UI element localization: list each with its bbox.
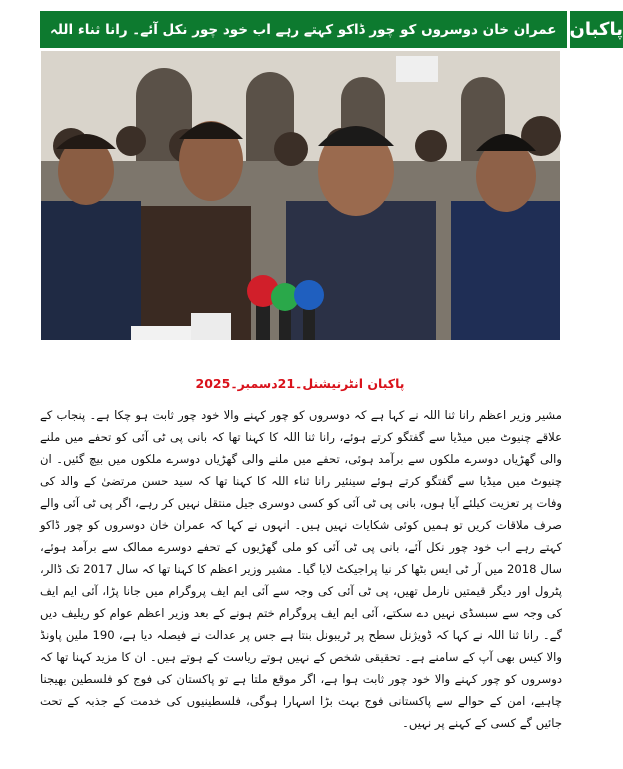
article-body [40, 404, 562, 734]
news-header [40, 11, 623, 48]
brand-name: پاکبان [569, 19, 623, 40]
dateline: پاکبان انٹرنیشنل۔21دسمبر۔2025 [195, 376, 405, 391]
mic-logo-white [191, 313, 231, 340]
press-conference-photo [41, 51, 560, 340]
headline-bar [40, 11, 567, 48]
brand-badge [570, 11, 623, 48]
air-conditioner-icon [396, 56, 438, 82]
article-paragraph: مشیر وزیر اعظم رانا ثنا اللہ نے کہا ہے کہ دوسروں کو چور کہنے والا خود چور ثابت ہو چکا ہے۔ پنجاب کے علاقے چنیوٹ میں میڈیا سے گفتگو کرتے ہوئے، رانا ثنا اللہ کا کہنا تھا کہ بانی پی ٹی آئی کو تحفے میں ملنے والی گھڑیاں دوسرے ملکوں سے برآمد ہوئی، تحفے میں ملنے والی گھڑیاں دوسرے ملکوں میں بیچ گئیں۔ ان چنیوٹ میں میڈیا سے گفتگو کرتے ہوئے سینئیر رانا ثناء اللہ کا کہنا تھا کہ سید حسن مرتضیٰ کے والد کی وفات پر تعزیت کیلئے آیا ہوں، بانی پی ٹی آئی کو کسی دوسری جیل منتقل نہیں کر رہے، اگر پی ٹی آئی والے صرف ملاقات کریں تو ہمیں کوئی شکایات نہیں ہیں۔ انہوں نے کہا کہ عمران خان دوسروں کو چور ڈاکو کہتے رہے اب خود چور نکل آئے، بانی پی ٹی آئی کو ملی گھڑیوں کے تحفے دوسرے ممالک سے برآمد ہوئے، سال 2018 میں آر ٹی ایس بٹھا کر نیا پراجیکٹ لایا گیا۔ مشیر وزیر اعظم کا کہنا تھا کہ سال 2017 تک ڈالر، پٹرول اور دیگر قیمتیں نارمل تھیں، پی ٹی آئی کی وجہ سے آئی ایم ایف پروگرام میں جانا پڑا، آئی ایم ایف کی وجہ سے سبسڈی نہیں دے سکتے، آئی ایم ایف پروگرام ختم ہونے کے بعد وزیر اعظم عوام کو ریلیف دیں گے۔ رانا ثنا اللہ نے کہا کہ ڈویژنل سطح پر ٹریبونل بنتا ہے جس پر عدالت نے فیصلہ دیا ہے، 190 ملین پاونڈ والا کیس بھی آپ کے سامنے ہے۔ تحقیقی شخص کے نہیں ہوتے ریاست کے ہوتے ہیں۔ ان کا مزید کہنا تھا کہ دوسروں کو چور کہنے والا خود چور ثابت ہوا ہے، اگر موقع ملتا ہے تو پاکستان کی فوج کو فلسطین بھیجنا چاہیے، امن کے حوالے سے پاکستانی فوج بہت بڑا اسہارا ہوگی، فلسطینیوں کی خدمت کے جذبہ کے تحت جائیں گے کسی کے کہنے پر نہیں۔ [40, 408, 563, 730]
headline: عمران خان دوسروں کو چور ڈاکو کہتے رہے اب خود چور نکل آئے۔ رانا ثناء اللہ [50, 21, 557, 38]
mic-logo-blue [294, 280, 324, 310]
